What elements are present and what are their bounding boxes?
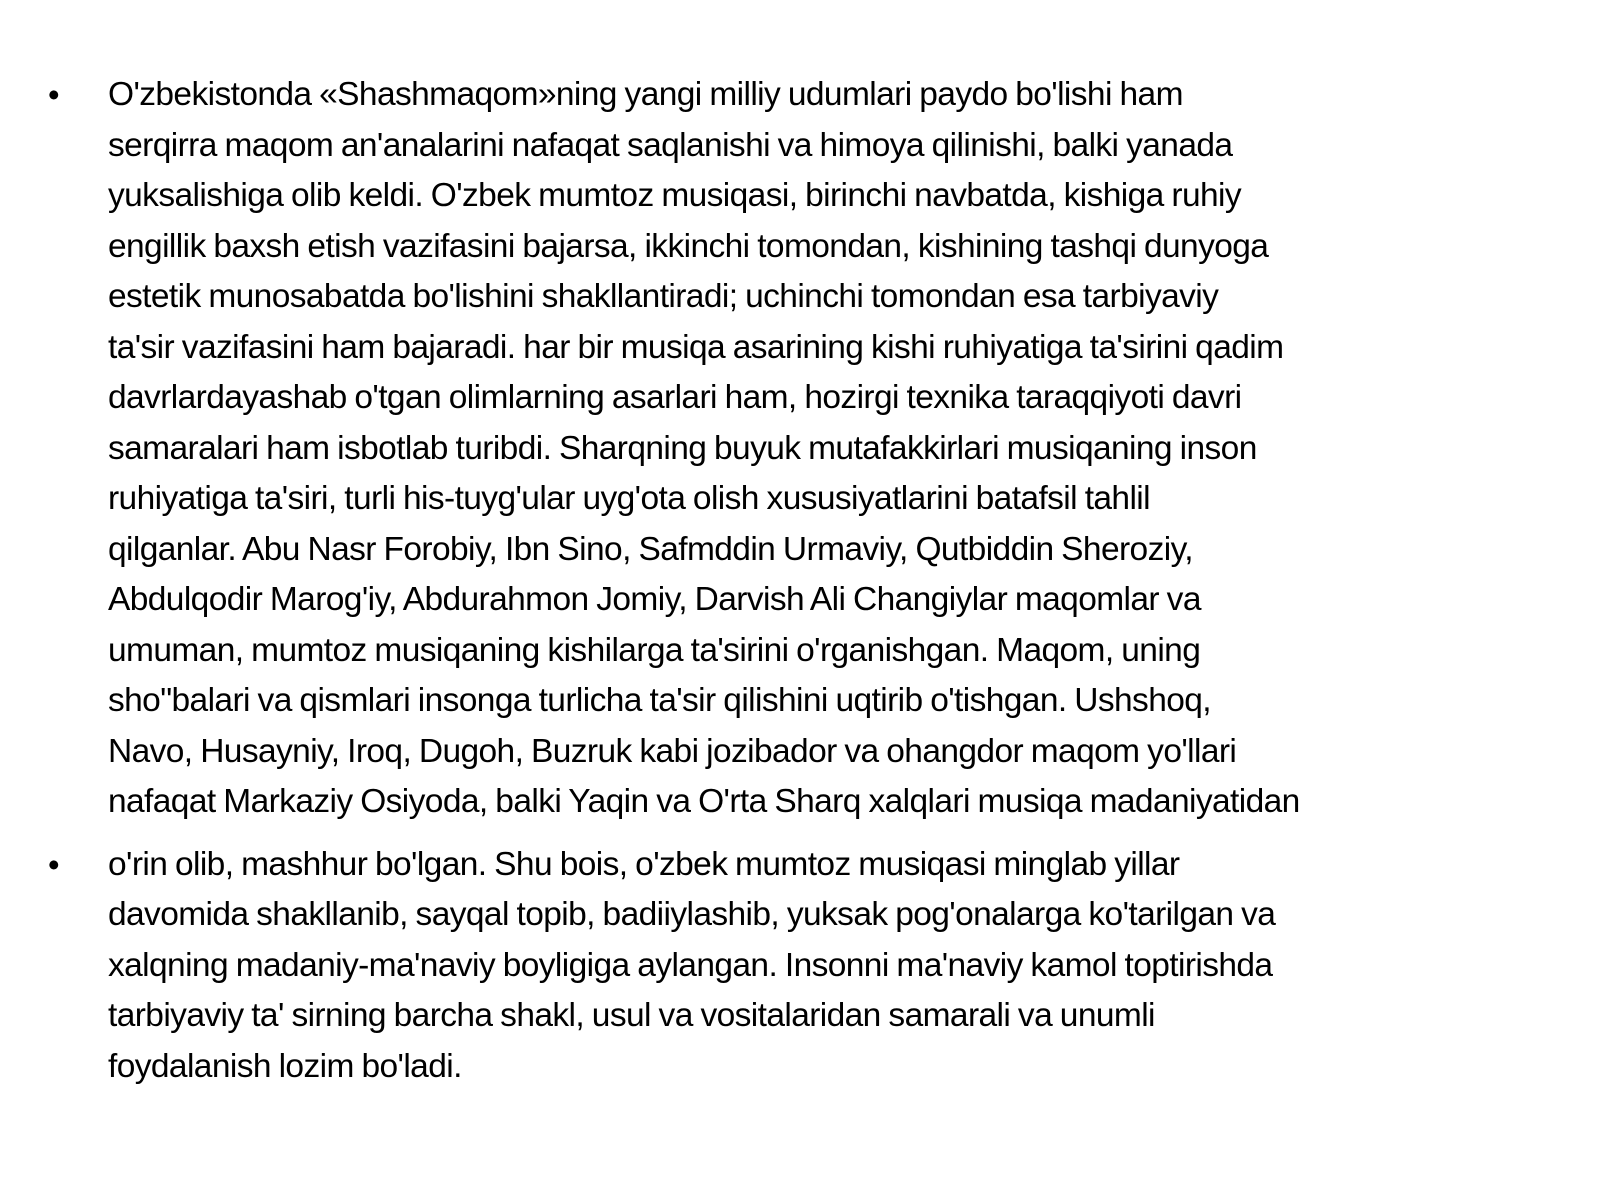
- text-line: ruhiyatiga ta'siri, turli his-tuyg'ular uyg'ota olish xususiyatlarini batafsil tahlil: [108, 480, 1150, 517]
- text-line: O'zbekistonda «Shashmaqom»ning yangi milliy udumlari paydo bo'lishi ham: [108, 76, 1183, 113]
- text-line: serqirra maqom an'analarini nafaqat saqlanishi va himoya qilinishi, balki yanada: [108, 126, 1233, 164]
- text-line: qilganlar. Abu Nasr Forobiy, Ibn Sino, Safmddin Urmaviy, Qutbiddin Sheroziy,: [108, 530, 1193, 568]
- text-line: davomida shakllanib, sayqal topib, badiiylashib, yuksak pog'onalarga ko'tarilgan va: [108, 896, 1276, 933]
- bullet-paragraph-1: [108, 70, 1558, 828]
- bullet-paragraph-2: [108, 840, 1558, 1093]
- text-line: Navo, Husayniy, Iroq, Dugoh, Buzruk kabi jozibador va ohangdor maqom yo'llari: [108, 732, 1237, 770]
- text-line: o'rin olib, mashhur bo'lgan. Shu bois, o'zbek mumtoz musiqasi minglab yillar: [108, 845, 1180, 883]
- text-line: foydalanish lozim bo'ladi.: [108, 1047, 462, 1085]
- bullet-item-1: [48, 70, 1558, 828]
- text-line: xalqning madaniy-ma'naviy boyligiga aylangan. Insonni ma'naviy kamol toptirishda: [108, 946, 1273, 984]
- text-line: tarbiyaviy ta' sirning barcha shakl, usul va vositalaridan samarali va unumli: [108, 997, 1155, 1034]
- text-line: umuman, mumtoz musiqaning kishilarga ta'sirini o'rganishgan. Maqom, uning: [108, 631, 1201, 669]
- bullet-item-2: [48, 840, 1558, 1093]
- text-line: ta'sir vazifasini ham bajaradi. har bir musiqa asarining kishi ruhiyatiga ta'sirini qadim: [108, 328, 1284, 366]
- bullet-list: [48, 70, 1558, 1104]
- text-line: engillik baxsh etish vazifasini bajarsa, ikkinchi tomondan, kishining tashqi dunyoga: [108, 227, 1269, 265]
- text-line: davrlardayashab o'tgan olimlarning asarlari ham, hozirgi texnika taraqqiyoti davri: [108, 379, 1242, 416]
- text-line: estetik munosabatda bo'lishini shakllantiradi; uchinchi tomondan esa tarbiyaviy: [108, 278, 1219, 315]
- text-line: sho"balari va qismlari insonga turlicha ta'sir qilishini uqtirib o'tishgan. Ushshoq,: [108, 682, 1211, 719]
- bullet-marker: •: [48, 76, 60, 113]
- text-line: nafaqat Markaziy Osiyoda, balki Yaqin va O'rta Sharq xalqlari musiqa madaniyatidan: [108, 783, 1300, 820]
- text-line: samaralari ham isbotlab turibdi. Sharqning buyuk mutafakkirlari musiqaning inson: [108, 429, 1257, 467]
- text-line: yuksalishiga olib keldi. O'zbek mumtoz musiqasi, birinchi navbatda, kishiga ruhiy: [108, 177, 1242, 214]
- bullet-marker: •: [48, 845, 60, 883]
- text-line: Abdulqodir Marog'iy, Abdurahmon Jomiy, Darvish Ali Changiylar maqomlar va: [108, 581, 1201, 618]
